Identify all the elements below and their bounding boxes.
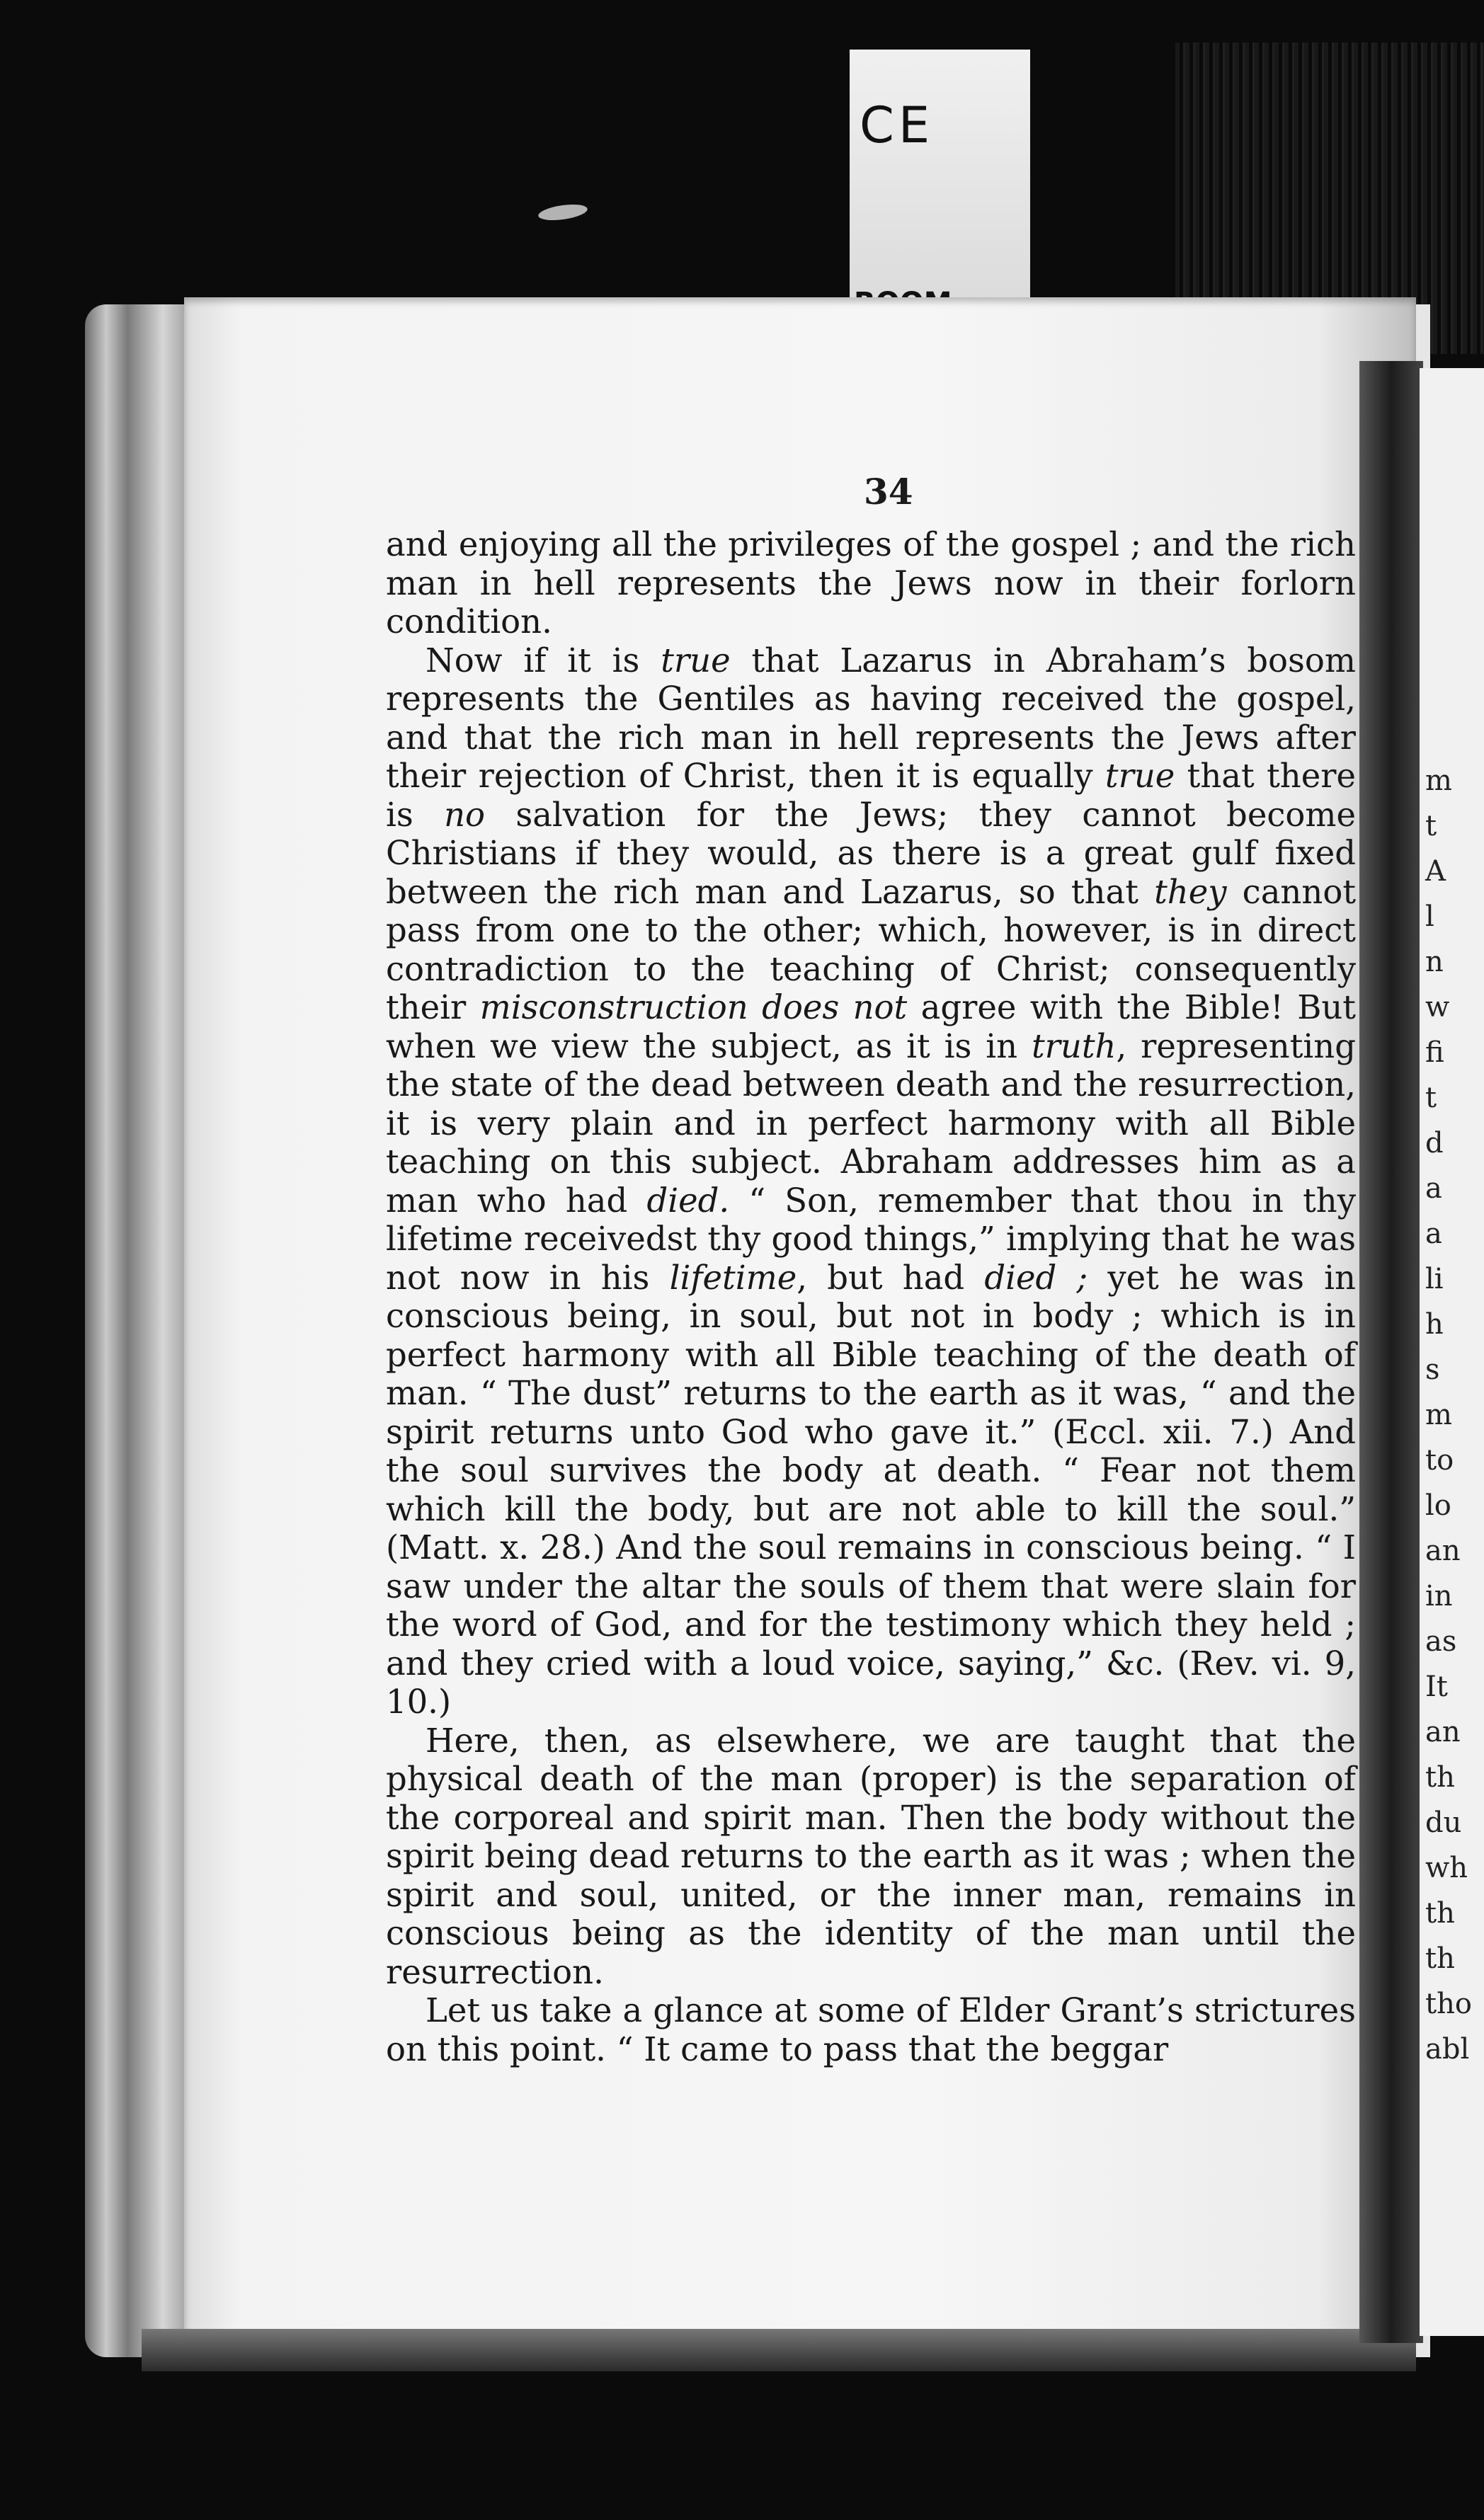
page-number: 34 [864, 471, 913, 512]
facing-page-fragment: It [1425, 1671, 1448, 1703]
facing-page-fragment: in [1425, 1580, 1453, 1613]
text-run: that Lazarus in Abraham’s bosom represents the Gentiles as having received the gospel, and that the rich man in hell represents the Jews after their rejection of Christ, then it is equally [386, 641, 1356, 795]
italic-run: died ; [984, 1258, 1088, 1297]
facing-page-fragment: t [1425, 810, 1437, 842]
facing-page-fragment: as [1425, 1625, 1457, 1658]
facing-page-fragment: fi [1425, 1036, 1444, 1069]
body-text [386, 525, 1356, 2068]
facing-page-fragment: tho [1425, 1988, 1472, 2020]
text-run: salvation for the Jews; they cannot become Christians if they would, as there is a great gulf fixed between the rich man and Lazarus, so that [386, 795, 1356, 911]
text-run: Now if it is [426, 641, 661, 680]
italic-run: lifetime [669, 1258, 797, 1297]
paragraph [386, 641, 1356, 1722]
paragraph [386, 1722, 1356, 1992]
facing-page-fragment: n [1425, 946, 1444, 978]
facing-page-fragment: to [1425, 1444, 1454, 1477]
text-run: Let us take a glance at some of Elder Grant’s strictures on this point. “ It came to pass that the beggar [386, 1991, 1356, 2068]
paragraph [386, 525, 1356, 641]
facing-page-fragment: d [1425, 1127, 1444, 1159]
italic-run: true [661, 641, 731, 680]
italic-run: they [1154, 872, 1227, 911]
text-run: “ Son, remember that thou in thy lifetime receivedst thy good things,” implying that he was not now in his [386, 1181, 1356, 1297]
italic-run: truth [1031, 1026, 1117, 1065]
facing-page-fragment: th [1425, 1761, 1455, 1794]
italic-run: died. [646, 1181, 730, 1220]
facing-page-fragment: du [1425, 1806, 1462, 1839]
text-run: and enjoying all the privileges of the gospel ; and the rich man in hell represents the Jews now in their forlorn condition. [386, 525, 1356, 641]
text-run: Here, then, as elsewhere, we are taught that the physical death of the man (proper) is the separation of the corporeal and spirit man. Then the body without the spirit being dead returns to the earth as it was ; when the spirit and soul, united, or the inner man, remains in conscious being as the identity of the man until the resurrection. [386, 1721, 1356, 1991]
italic-run: misconstruction does not [479, 988, 908, 1026]
text-run: cannot pass from one to the other; which, however, is in direct contradiction to the teaching of Christ; consequently their [386, 872, 1357, 1026]
facing-page-fragment: h [1425, 1308, 1444, 1341]
facing-page-fragment: lo [1425, 1489, 1451, 1522]
facing-page-fragment: wh [1425, 1852, 1468, 1884]
facing-page-fragment: th [1425, 1897, 1455, 1930]
facing-page-fragment: w [1425, 991, 1450, 1024]
italic-run: no [444, 795, 486, 834]
paragraph [386, 1991, 1356, 2068]
label-text-top: CE [860, 96, 935, 154]
facing-page-fragment: abl [1425, 2033, 1470, 2066]
facing-page-fragment: s [1425, 1353, 1440, 1386]
text-run: , but had [797, 1258, 985, 1297]
facing-page-fragment: m [1425, 1399, 1452, 1431]
library-label [850, 50, 1030, 334]
facing-page-fragment: th [1425, 1942, 1455, 1975]
facing-page-fragment: m [1425, 764, 1452, 797]
facing-page-fragment: li [1425, 1263, 1444, 1295]
facing-page-fragment: a [1425, 1218, 1442, 1250]
facing-page-fragment: A [1425, 855, 1446, 888]
text-run: agree with the Bible! But when we view the subject, as it is in [386, 988, 1356, 1065]
italic-run: true [1105, 757, 1175, 795]
book-gutter [1359, 361, 1423, 2343]
facing-page-fragment: a [1425, 1172, 1442, 1205]
facing-page-fragment: an [1425, 1716, 1461, 1748]
text-run: yet he was in conscious being, in soul, but not in body ; which is in perfect harmony with all Bible teaching of the death of man. “ The dust” returns to the earth as it was, “ and the spirit returns unto God who gave it.” (Eccl. xii. 7.) And the soul survives the body at death. “ Fear not them which kill the body, but are not able to kill the soul.” (Matt. x. 28.) And the soul remains in conscious being. “ I saw under the altar the souls of them that were slain for the word of God, and for the testimony which they held ; and they cried with a loud voice, saying,” &c. (Rev. vi. 9, 10.) [386, 1258, 1356, 1721]
dust-speck [537, 202, 588, 223]
facing-page-edge [1420, 368, 1484, 2336]
facing-page-fragment: t [1425, 1082, 1437, 1114]
page-bottom-edge [142, 2329, 1416, 2371]
facing-page-fragment: l [1425, 900, 1434, 933]
text-run: , representing the state of the dead between death and the resurrection, it is very plain and in perfect harmony with all Bible teaching on this subject. Abraham addresses him as a man who had [386, 1026, 1356, 1220]
text-run: that there is [386, 757, 1356, 834]
facing-page-fragment: an [1425, 1535, 1461, 1567]
